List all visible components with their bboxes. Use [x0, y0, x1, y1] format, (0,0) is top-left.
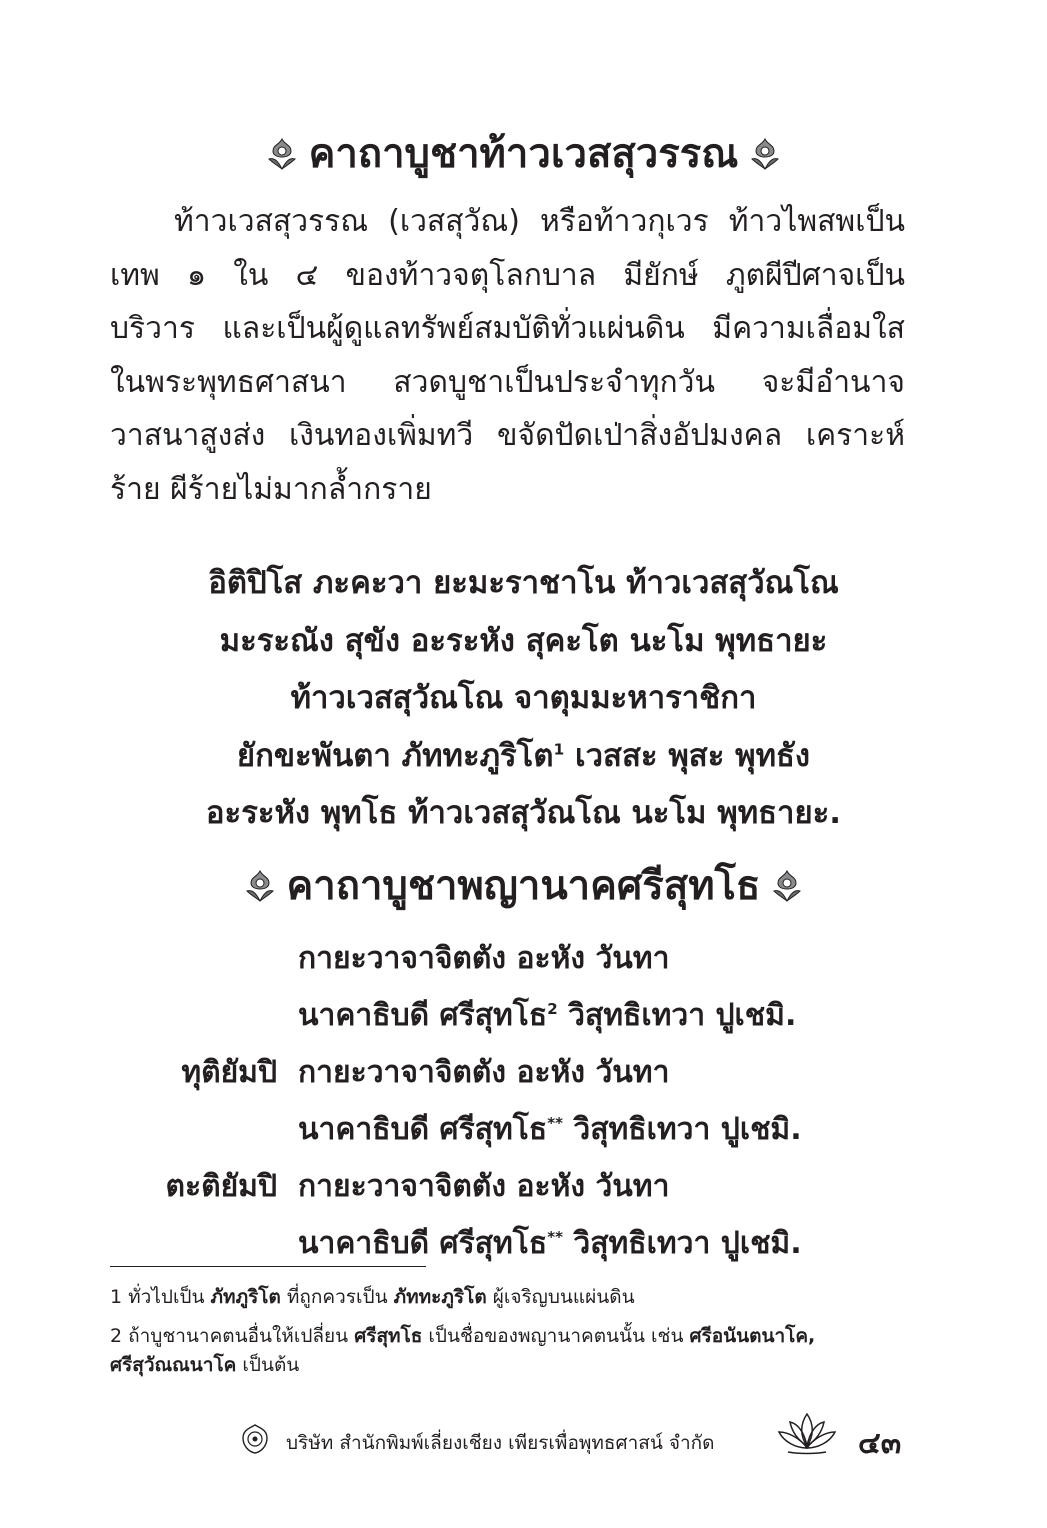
verse-label: ตะติยัมปิ: [165, 1169, 277, 1204]
footnote-2: 2 ถ้าบูชานาคตนอื่นให้เปลี่ยน ศรีสุทโธ เป็นชื่อของพญานาคตนนั้น เช่น ศรีอนันตนาโค, ศรีสุวัณณนาโค เป็นต้น: [110, 1325, 816, 1376]
page-number: ๔๓: [858, 1426, 902, 1461]
verse-row: [0, 1106, 1047, 1162]
intro-line: ร้าย ผีร้ายไม่มากล้ำกราย: [110, 471, 432, 507]
page-footer: [0, 1420, 1047, 1460]
chant-line: อะระหัง พุทโธ ท้าวเวสสุวัณโณ นะโม พุทธายะ.: [205, 795, 842, 831]
verse-text: นาคาธิบดี ศรีสุทโธ** วิสุทธิเทวา ปูเชมิ.: [298, 1226, 802, 1261]
chant-block: [0, 555, 1047, 843]
verse-text: กายะวาจาจิตตัง อะหัง วันทา: [298, 941, 670, 976]
intro-line: ในพระพุทธศาสนา สวดบูชาเป็นประจำทุกวัน จะมีอำนาจ: [110, 364, 905, 400]
thai-ornament-icon: [770, 869, 804, 903]
footnote-ref: 2: [547, 1000, 558, 1018]
heading-vessavana: [0, 131, 1047, 177]
intro-line: วาสนาสูงส่ง เงินทองเพิ่มทวี ขจัดปัดเป่าสิ่งอัปมงคล เคราะห์: [110, 418, 905, 454]
footnote-1: 1 ทั่วไปเป็น ภัทภูริโต ที่ถูกควรเป็น ภัททะภูริโต ผู้เจริญบนแผ่นดิน: [110, 1286, 635, 1308]
verse-text: นาคาธิบดี ศรีสุทโธ** วิสุทธิเทวา ปูเชมิ.: [298, 1112, 802, 1147]
chant-line: ยักขะพันตา ภัททะภูริโต$^1$ เวสสะ พุสะ พุทธัง: [236, 737, 811, 774]
verse-row: [0, 1163, 1047, 1219]
verse-row: [0, 992, 1047, 1048]
chant-line: มะระณัง สุขัง อะระหัง สุคะโต นะโม พุทธายะ: [219, 622, 828, 659]
publisher-seal-icon: [240, 1424, 270, 1454]
heading-text: คาถาบูชาท้าวเวสสุวรรณ: [308, 131, 739, 177]
lotus-icon: [776, 1410, 838, 1456]
heading-naga: [0, 863, 1047, 909]
intro-line: บริวาร และเป็นผู้ดูแลทรัพย์สมบัติทั่วแผ่นดิน มีความเลื่อมใส: [110, 311, 905, 347]
footnote-ref: 1: [553, 740, 565, 759]
verse-text: นาคาธิบดี ศรีสุทโธ$^2$ วิสุทธิเทวา ปูเชมิ.: [298, 998, 797, 1033]
intro-line: ท้าวเวสสุวรรณ (เวสสุวัณ) หรือท้าวกุเวร ท้าวไพสพเป็น: [174, 204, 905, 239]
verse-row: [0, 1049, 1047, 1105]
footnote-divider: [110, 1266, 426, 1267]
publisher-name: บริษัท สำนักพิมพ์เลี่ยงเชียง เพียรเพื่อพุทธศาสน์ จำกัด: [286, 1432, 715, 1454]
chant-line: ท้าวเวสสุวัณโณ จาตุมมะหาราชิกา: [290, 680, 757, 716]
thai-ornament-icon: [748, 137, 782, 171]
footnote-ref: **: [547, 1114, 563, 1132]
thai-ornament-icon: [265, 137, 299, 171]
verse-text: กายะวาจาจิตตัง อะหัง วันทา: [298, 1055, 670, 1090]
thai-ornament-icon: [243, 869, 277, 903]
chant-line: อิติปิโส ภะคะวา ยะมะราชาโน ท้าวเวสสุวัณโณ: [208, 565, 839, 601]
verse-row: [0, 935, 1047, 991]
verse-label: ทุติยัมปิ: [181, 1055, 277, 1090]
verse-text: กายะวาจาจิตตัง อะหัง วันทา: [298, 1169, 670, 1204]
intro-paragraph: [110, 195, 905, 517]
intro-line: เทพ ๑ ใน ๔ ของท้าวจตุโลกบาล มียักษ์ ภูตผีปีศาจเป็น: [110, 257, 905, 293]
verse-row: [0, 1220, 1047, 1276]
heading-text: คาถาบูชาพญานาคศรีสุทโธ: [286, 863, 761, 909]
footnote-ref: **: [547, 1228, 563, 1246]
